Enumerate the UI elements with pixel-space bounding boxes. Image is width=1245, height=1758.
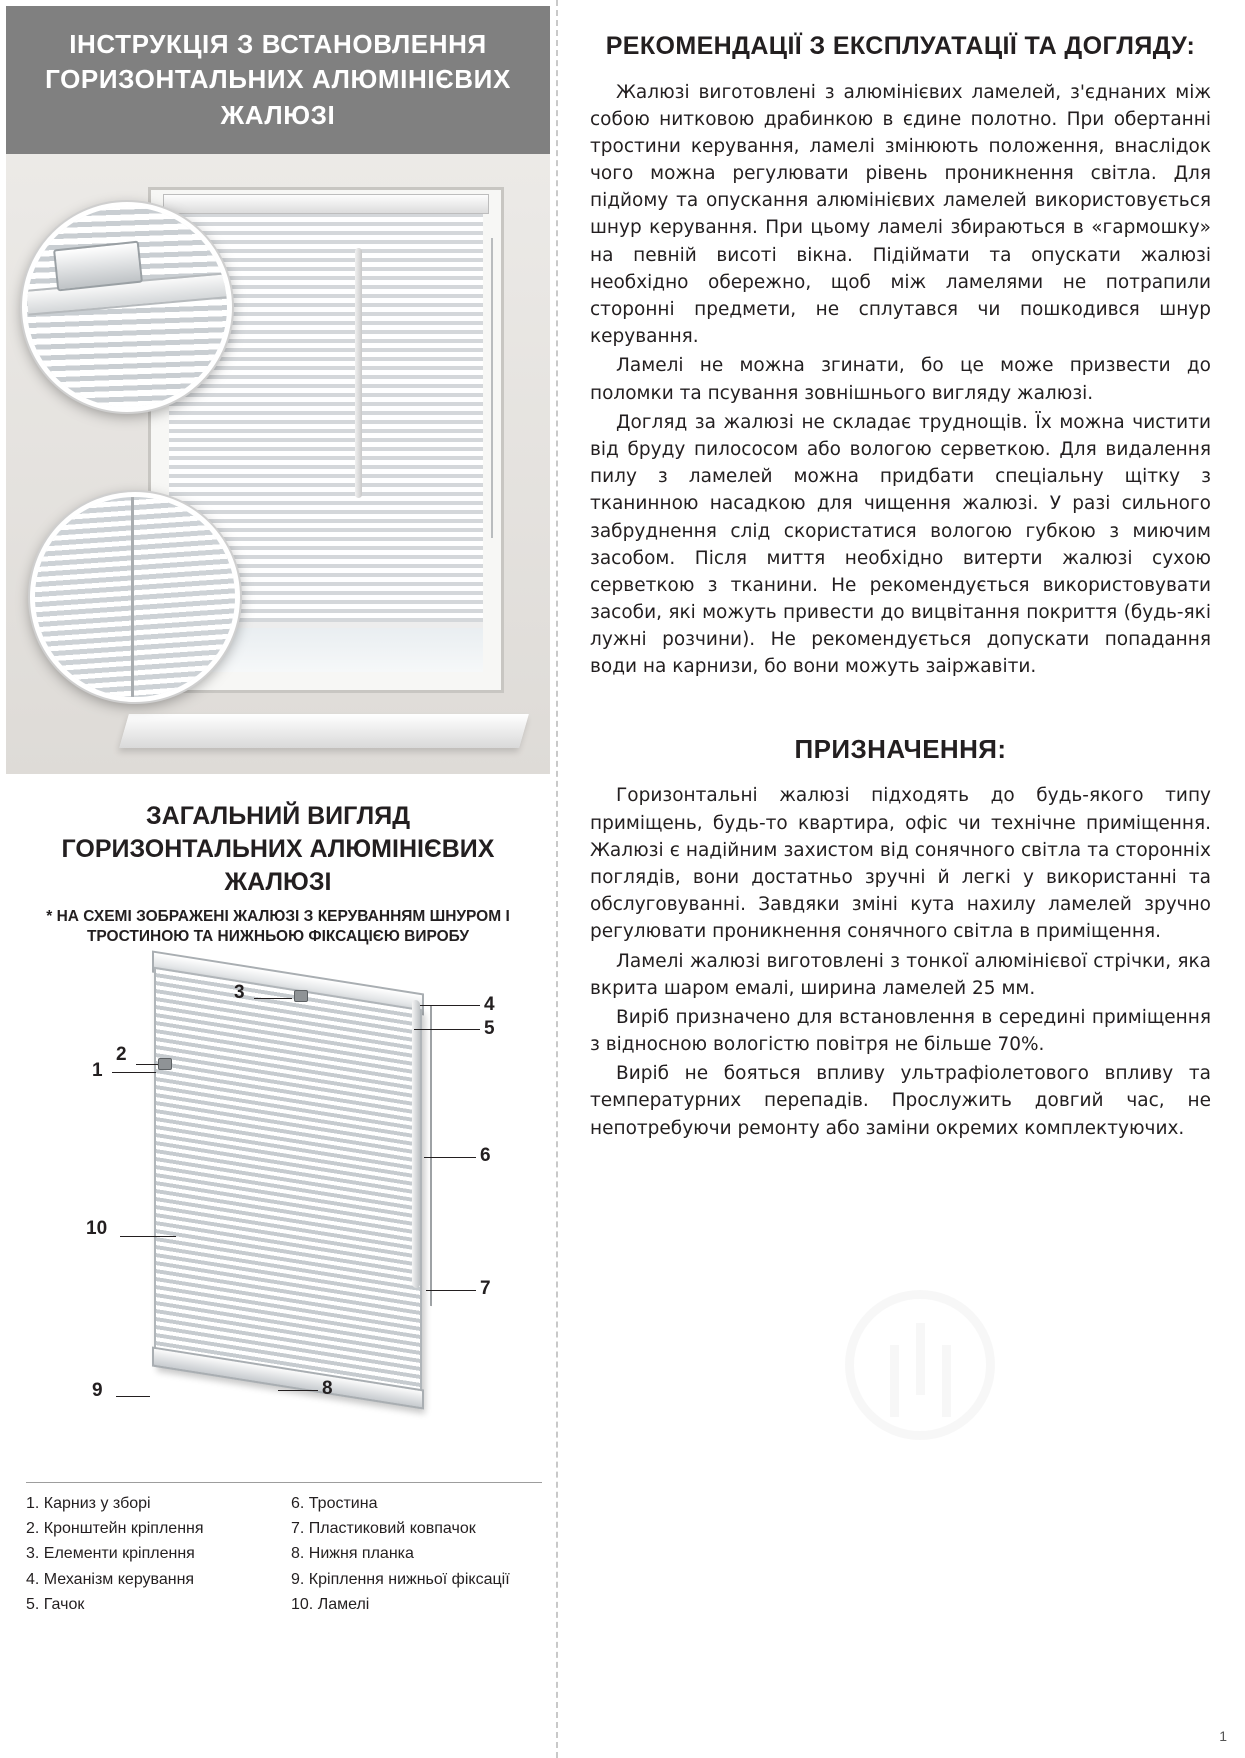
legend-item: 7. Пластиковий ковпачок: [291, 1520, 476, 1538]
callout-slats-detail: [30, 492, 240, 702]
diagram-leader: [278, 1390, 318, 1391]
care-paragraph: Жалюзі виготовлені з алюмінієвих ламелей, з'єднаних між собою нитковою драбинкою в єдине полотно. При обертанні тростини керування, ламелі змінюють положення, внаслідок чого можна регулювати рівень проникнення світла. Для підйому та опускання алюмінієвих ламелей використовується шнур керування. При цьому ламелі збираються в «гармошку» на певній висоті вікна. Підіймати та опускати жалюзі необхідно обережно, щоб між ламелями не потрапили сторонні предмети, не сплутався чи пошкодився шнур керування.: [590, 81, 1211, 348]
diagram-label-7: 7: [480, 1278, 491, 1299]
control-cord: [491, 238, 493, 538]
diagram-label-6: 6: [480, 1145, 491, 1166]
diagram-label-1: 1: [92, 1060, 103, 1081]
legend-item: 1. Карниз у зборі: [26, 1495, 151, 1512]
diagram-marker: [294, 990, 308, 1002]
care-section-title: РЕКОМЕНДАЦІЇ З ЕКСПЛУАТАЦІЇ ТА ДОГЛЯДУ:: [605, 32, 1196, 60]
callout-bracket-detail: [22, 202, 232, 412]
diagram-label-9: 9: [92, 1380, 103, 1401]
right-column: [566, 0, 1245, 1758]
legend-item: 2. Кронштейн кріплення: [26, 1520, 204, 1538]
care-section-body: [590, 79, 1211, 681]
legend-item: 6. Тростина: [291, 1495, 378, 1512]
diagram-cord: [430, 1006, 432, 1306]
purpose-paragraph: Виріб не бояться впливу ультрафіолетового впливу та температурних перепадів. Прослужить довгий час, не непотребуючи ремонту або заміни окремих комплектуючих.: [590, 1063, 1211, 1139]
diagram-leader: [424, 1157, 476, 1158]
diagram-marker: [158, 1058, 172, 1070]
purpose-section-body: [590, 782, 1211, 1141]
general-view-note: * НА СХЕМІ ЗОБРАЖЕНІ ЖАЛЮЗІ З КЕРУВАННЯМ ШНУРОМ І ТРОСТИНОЮ ТА НИЖНЬОЮ ФІКСАЦІЄЮ ВИРОБУ: [46, 908, 510, 946]
care-paragraph: Ламелі не можна згинати, бо це може призвести до поломки та псування зовнішнього вигляду жалюзі.: [590, 355, 1211, 404]
diagram-legend: [26, 1482, 542, 1616]
window-sill: [119, 714, 529, 748]
legend-item: 9. Кріплення нижньої фіксації: [291, 1570, 510, 1588]
purpose-paragraph: Виріб призначено для встановлення в середині приміщення з відносною вологістю повітря не більше 70%.: [590, 1006, 1211, 1056]
legend-item: 4. Механізм керування: [26, 1570, 195, 1588]
diagram-label-5: 5: [484, 1018, 495, 1039]
diagram-leader: [426, 1290, 476, 1291]
legend-item: 8. Нижня планка: [291, 1545, 414, 1563]
care-paragraph: Догляд за жалюзі не складає труднощів. Їх можна чистити від бруду пилососом або вологою серветкою. Для видалення пилу з ламелей можна придбати спеціальну щітку з тканинною насадкою для чищення жалюзі. У разі сильного забруднення слід скористатися вологою губкою з миючим засобом. Після миття необхідно витерти жалюзі сухою серветкою з тканини. Не рекомендується використовувати засоби, які можуть привести до вицвітання покриття (будь-які лужні розчини). Не рекомендується допускати попадання води на карнизи, бо вони можуть заіржавіти.: [590, 411, 1211, 678]
control-wand: [355, 248, 362, 498]
diagram-label-2: 2: [116, 1044, 127, 1065]
diagram-label-4: 4: [484, 994, 495, 1015]
diagram-leader: [136, 1064, 160, 1065]
legend-item: 5. Гачок: [26, 1595, 85, 1613]
instruction-banner: [6, 6, 550, 154]
diagram-leader: [414, 1029, 480, 1030]
diagram-leader: [420, 1005, 480, 1006]
diagram-label-10: 10: [86, 1218, 108, 1239]
page-number: 1: [1219, 1728, 1227, 1744]
installation-photo: [6, 154, 550, 774]
diagram-slats: [154, 967, 422, 1409]
diagram-wand: [412, 999, 420, 1288]
diagram-leader: [112, 1072, 156, 1073]
legend-item: 10. Ламелі: [291, 1595, 370, 1613]
legend-item: 3. Елементи кріплення: [26, 1545, 195, 1563]
diagram-label-8: 8: [322, 1378, 333, 1399]
column-divider: [556, 0, 558, 1758]
blind-diagram: [6, 960, 550, 1460]
diagram-label-3: 3: [234, 982, 245, 1003]
diagram-leader: [120, 1236, 176, 1237]
general-view-title: ЗАГАЛЬНИЙ ВИГЛЯД ГОРИЗОНТАЛЬНИХ АЛЮМІНІЄВИХ ЖАЛЮЗІ: [61, 802, 495, 896]
general-view-heading: [6, 800, 550, 947]
diagram-leader: [116, 1396, 150, 1397]
diagram-leader: [254, 998, 292, 999]
purpose-section-title: ПРИЗНАЧЕННЯ:: [794, 733, 1007, 764]
purpose-paragraph: Горизонтальні жалюзі підходять до будь-якого типу приміщень, будь-то квартира, офіс чи технічне приміщення. Жалюзі є надійним захистом від сонячного світла та сторонніх поглядів, вони достатньо зручні й легкі у використанні та обслуговуванні. Завдяки зміні кута нахилу ламелей зручно регулювати проникнення сонячного світла в приміщення.: [590, 785, 1211, 943]
purpose-paragraph: Ламелі жалюзі виготовлені з тонкої алюмінієвої стрічки, яка вкрита шаром емалі, ширина ламелей 25 мм.: [590, 950, 1211, 999]
instruction-title: ІНСТРУКЦІЯ З ВСТАНОВЛЕННЯ ГОРИЗОНТАЛЬНИХ АЛЮМІНІЄВИХ ЖАЛЮЗІ: [45, 29, 511, 130]
left-column: [0, 0, 556, 1758]
